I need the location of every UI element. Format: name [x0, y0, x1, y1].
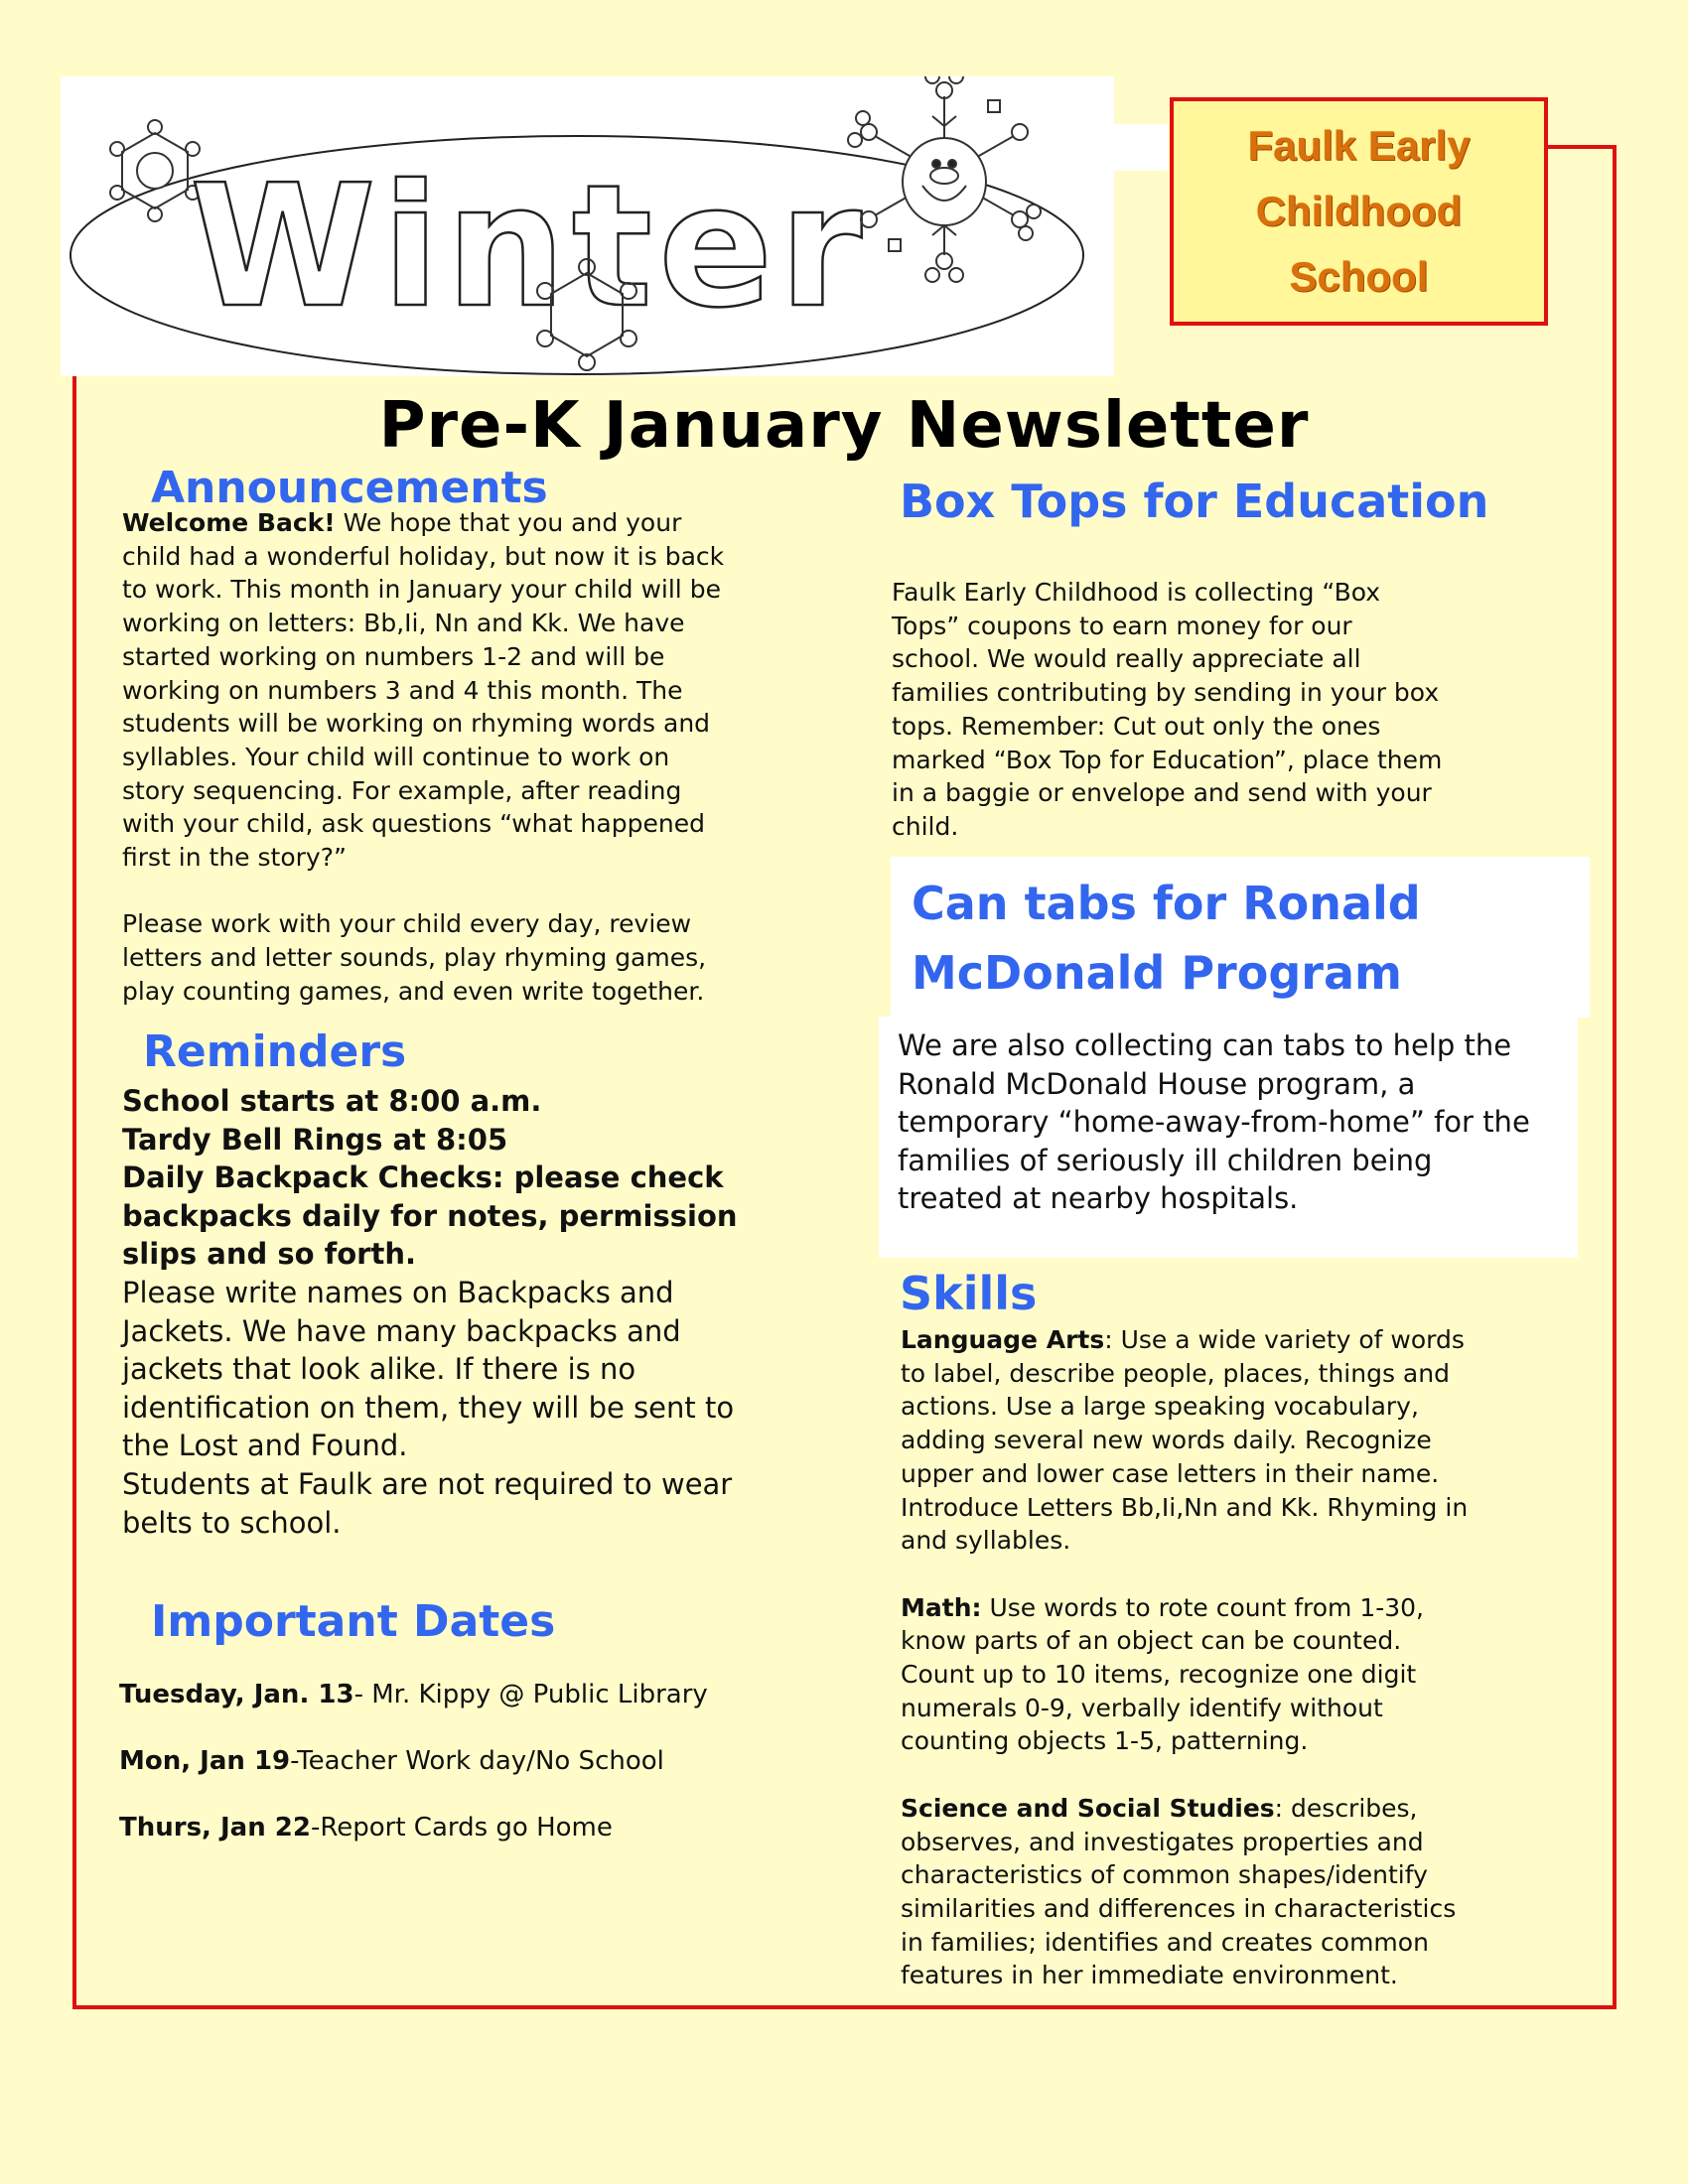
skills-line: actions. Use a large speaking vocabulary, — [901, 1392, 1419, 1422]
announcements-body — [122, 506, 837, 1009]
page-title: Pre-K January Newsletter — [378, 389, 1310, 463]
skills-body — [901, 1323, 1596, 1992]
reminder-line: Students at Faulk are not required to wear — [122, 1466, 733, 1501]
skills-line: upper and lower case letters in their name. — [901, 1458, 1440, 1488]
reminder-line: Please write names on Backpacks and — [122, 1275, 674, 1309]
skills-line: to label, describe people, places, things and — [901, 1358, 1450, 1388]
announcements-line: child had a wonderful holiday, but now it is back — [122, 541, 725, 571]
banner-strip — [1114, 124, 1168, 171]
important-dates-heading: Important Dates — [151, 1596, 556, 1647]
announcements-line: play counting games, and even write together. — [122, 976, 705, 1006]
winter-banner — [61, 76, 1114, 376]
announcements-line: Please work with your child every day, review — [122, 909, 692, 939]
skills-line: Language Arts: Use a wide variety of words — [901, 1325, 1465, 1354]
can-tabs-line: We are also collecting can tabs to help the — [898, 1028, 1512, 1062]
frame-border-bottom — [72, 2005, 1617, 2009]
announcements-line: first in the story?” — [122, 843, 347, 873]
school-name-line: Childhood — [1255, 188, 1463, 234]
date-event: - Mr. Kippy @ Public Library — [353, 1680, 708, 1709]
skills-line: similarities and differences in characteristics — [901, 1893, 1457, 1923]
skills-line: Math: Use words to rote count from 1-30, — [901, 1592, 1425, 1622]
announcements-line: letters and letter sounds, play rhyming games, — [122, 943, 707, 973]
reminder-line: Jackets. We have many backpacks and — [122, 1313, 681, 1348]
skills-line: in families; identifies and creates common — [901, 1927, 1429, 1957]
skills-line: features in her immediate environment. — [901, 1961, 1398, 1990]
announcements-line: syllables. Your child will continue to work on — [122, 742, 670, 771]
can-tabs-heading-line: Can tabs for Ronald — [912, 877, 1421, 930]
announcements-line: started working on numbers 1-2 and will be — [122, 641, 665, 671]
skills-line: adding several new words daily. Recognize — [901, 1426, 1432, 1455]
skills-line: and syllables. — [901, 1526, 1071, 1556]
announcements-line: Welcome Back! We hope that you and your — [122, 508, 682, 537]
banner-word: Winter — [190, 149, 869, 345]
box-tops-heading: Box Tops for Education — [900, 475, 1489, 528]
reminder-line: backpacks daily for notes, permission — [122, 1198, 738, 1233]
date-item — [119, 1813, 613, 1843]
skills-label-language-arts: Language Arts — [901, 1325, 1105, 1354]
skills-line: know parts of an object can be counted. — [901, 1626, 1402, 1656]
skills-line: Count up to 10 items, recognize one digit — [901, 1660, 1417, 1690]
reminder-line: belts to school. — [122, 1505, 342, 1540]
skills-label-math: Math: — [901, 1592, 982, 1622]
can-tabs-line: temporary “home-away-from-home” for the — [898, 1105, 1530, 1140]
reminder-line: the Lost and Found. — [122, 1429, 408, 1463]
reminder-line: jackets that look alike. If there is no — [122, 1352, 636, 1387]
announcements-heading: Announcements — [151, 463, 548, 513]
can-tabs-heading — [912, 869, 1421, 1008]
date-event: -Teacher Work day/No School — [290, 1746, 664, 1776]
box-tops-line: school. We would really appreciate all — [892, 644, 1361, 674]
skills-label-science: Science and Social Studies — [901, 1793, 1275, 1823]
box-tops-line: marked “Box Top for Education”, place them — [892, 745, 1443, 774]
announcements-line: story sequencing. For example, after reading — [122, 775, 682, 805]
skills-line: numerals 0-9, verbally identify without — [901, 1693, 1383, 1722]
frame-connector — [1545, 145, 1617, 149]
reminder-line: Tardy Bell Rings at 8:05 — [122, 1122, 508, 1157]
date-label: Tuesday, Jan. 13 — [119, 1680, 354, 1709]
date-event: -Report Cards go Home — [310, 1813, 613, 1843]
box-tops-line: Faulk Early Childhood is collecting “Box — [892, 578, 1381, 607]
date-item — [119, 1680, 708, 1709]
school-name-box — [1170, 97, 1548, 326]
frame-border-left — [72, 375, 76, 2009]
date-label: Thurs, Jan 22 — [119, 1813, 311, 1843]
announcements-line: to work. This month in January your child will be — [122, 575, 721, 605]
announcements-line: with your child, ask questions “what happened — [122, 809, 705, 839]
welcome-back-lead: Welcome Back! — [122, 508, 336, 537]
date-label: Mon, Jan 19 — [119, 1746, 291, 1776]
skills-line: counting objects 1-5, patterning. — [901, 1726, 1309, 1756]
box-tops-line: families contributing by sending in your box — [892, 678, 1440, 708]
can-tabs-line: Ronald McDonald House program, a — [898, 1066, 1416, 1101]
school-name-line: Faulk Early — [1247, 122, 1471, 169]
reminder-line: identification on them, they will be sent to — [122, 1390, 735, 1425]
can-tabs-line: families of seriously ill children being — [898, 1143, 1433, 1177]
skills-line: characteristics of common shapes/identify — [901, 1860, 1428, 1890]
can-tabs-line: treated at nearby hospitals. — [898, 1181, 1299, 1216]
reminders-body — [122, 1082, 857, 1542]
date-item — [119, 1746, 664, 1776]
box-tops-line: tops. Remember: Cut out only the ones — [892, 711, 1381, 741]
skills-line: observes, and investigates properties and — [901, 1827, 1424, 1856]
snowflake-face-icon-right — [848, 76, 1041, 282]
box-tops-body — [892, 576, 1587, 844]
reminder-line: Daily Backpack Checks: please check — [122, 1160, 724, 1195]
announcements-line: students will be working on rhyming words and — [122, 709, 711, 739]
announcements-line: working on letters: Bb,Ii, Nn and Kk. We have — [122, 609, 685, 638]
reminders-heading: Reminders — [143, 1026, 407, 1077]
skills-line: Introduce Letters Bb,Ii,Nn and Kk. Rhyming in — [901, 1492, 1469, 1522]
skills-line: Science and Social Studies: describes, — [901, 1793, 1418, 1823]
skills-heading: Skills — [900, 1267, 1038, 1320]
box-tops-line: Tops” coupons to earn money for our — [892, 611, 1352, 640]
box-tops-line: child. — [892, 811, 959, 841]
snowflake-icon-left — [110, 120, 200, 221]
reminder-line: School starts at 8:00 a.m. — [122, 1084, 542, 1118]
school-name-line: School — [1289, 253, 1429, 300]
box-tops-line: in a baggie or envelope and send with your — [892, 778, 1432, 808]
can-tabs-body — [898, 1026, 1583, 1218]
can-tabs-heading-line: McDonald Program — [912, 946, 1402, 1000]
announcements-line: working on numbers 3 and 4 this month. The — [122, 675, 683, 705]
reminder-line: slips and so forth. — [122, 1237, 416, 1272]
